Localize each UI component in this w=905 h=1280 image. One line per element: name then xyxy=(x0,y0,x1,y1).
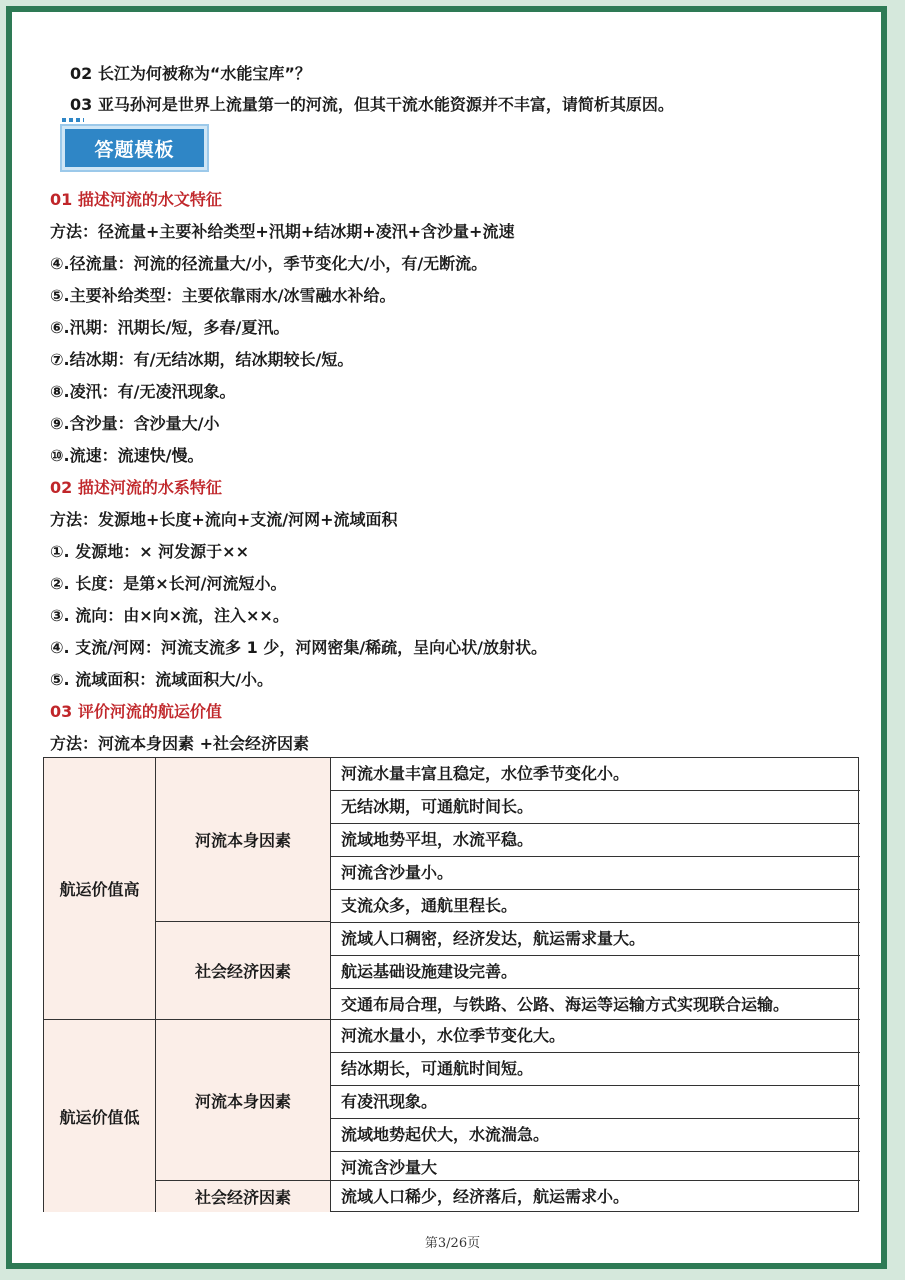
table-row: 河流含沙量小。 xyxy=(331,857,860,890)
table-row: 流域地势起伏大，水流湍急。 xyxy=(331,1119,860,1152)
factor-social-low: 社会经济因素 xyxy=(156,1181,331,1212)
factor-natural-low: 河流本身因素 xyxy=(156,1020,331,1181)
question-03: 03 亚马孙河是世界上流量第一的河流，但其干流水能资源并不丰富，请简析其原因。 xyxy=(70,95,674,114)
section3-method: 方法：河流本身因素 +社会经济因素 xyxy=(50,734,309,753)
factor-natural-high: 河流本身因素 xyxy=(156,758,331,922)
section1-item: ⑤.主要补给类型：主要依靠雨水/冰雪融水补给。 xyxy=(50,286,396,305)
table-row: 河流水量小，水位季节变化大。 xyxy=(331,1020,860,1053)
section1-item: ⑩.流速：流速快/慢。 xyxy=(50,446,204,465)
section3-heading: 03 评价河流的航运价值 xyxy=(50,702,222,721)
template-badge: 答题模板 xyxy=(62,126,207,170)
table-row: 流域人口稠密，经济发达，航运需求量大。 xyxy=(331,923,860,956)
table-row: 结冰期长，可通航时间短。 xyxy=(331,1053,860,1086)
section2-item: ③. 流向：由×向×流，注入××。 xyxy=(50,606,289,625)
section2-heading: 02 描述河流的水系特征 xyxy=(50,478,222,497)
section1-item: ⑥.汛期：汛期长/短，多春/夏汛。 xyxy=(50,318,290,337)
table-row: 交通布局合理，与铁路、公路、海运等运输方式实现联合运输。 xyxy=(331,989,860,1020)
table-row: 流域人口稀少，经济落后，航运需求小。 xyxy=(341,1187,630,1206)
section1-item: ⑨.含沙量：含沙量大/小 xyxy=(50,414,220,433)
navigation-value-table xyxy=(43,757,859,1212)
page-number: 第3/26页 xyxy=(424,1236,481,1251)
table-row: 有凌汛现象。 xyxy=(331,1086,860,1119)
row-header-low: 航运价值低 xyxy=(44,1020,156,1212)
section1-heading: 01 描述河流的水文特征 xyxy=(50,190,222,209)
section2-item: ①. 发源地：× 河发源于×× xyxy=(50,542,249,561)
section2-item: ②. 长度：是第×长河/河流短小。 xyxy=(50,574,287,593)
section2-item: ④. 支流/河网：河流支流多 1 少，河网密集/稀疏，呈向心状/放射状。 xyxy=(50,638,548,657)
factor-social-high: 社会经济因素 xyxy=(156,922,331,1020)
section2-method: 方法：发源地+长度+流向+支流/河网+流域面积 xyxy=(50,510,398,529)
table-row: 航运基础设施建设完善。 xyxy=(331,956,860,989)
badge-dots xyxy=(62,118,84,122)
row-header-high: 航运价值高 xyxy=(44,758,156,1020)
table-row: 支流众多，通航里程长。 xyxy=(331,890,860,923)
table-row: 河流水量丰富且稳定，水位季节变化小。 xyxy=(331,758,860,791)
section1-item: ④.径流量：河流的径流量大/小，季节变化大/小，有/无断流。 xyxy=(50,254,488,273)
section2-item: ⑤. 流域面积：流域面积大/小。 xyxy=(50,670,274,689)
section1-item: ⑦.结冰期：有/无结冰期，结冰期较长/短。 xyxy=(50,350,354,369)
section1-item: ⑧.凌汛：有/无凌汛现象。 xyxy=(50,382,236,401)
table-row: 河流含沙量大 xyxy=(331,1152,860,1181)
table-row: 无结冰期，可通航时间长。 xyxy=(331,791,860,824)
question-02: 02 长江为何被称为“水能宝库”？ xyxy=(70,64,311,83)
table-row: 流域地势平坦，水流平稳。 xyxy=(331,824,860,857)
section1-method: 方法：径流量+主要补给类型+汛期+结冰期+凌汛+含沙量+流速 xyxy=(50,222,515,241)
